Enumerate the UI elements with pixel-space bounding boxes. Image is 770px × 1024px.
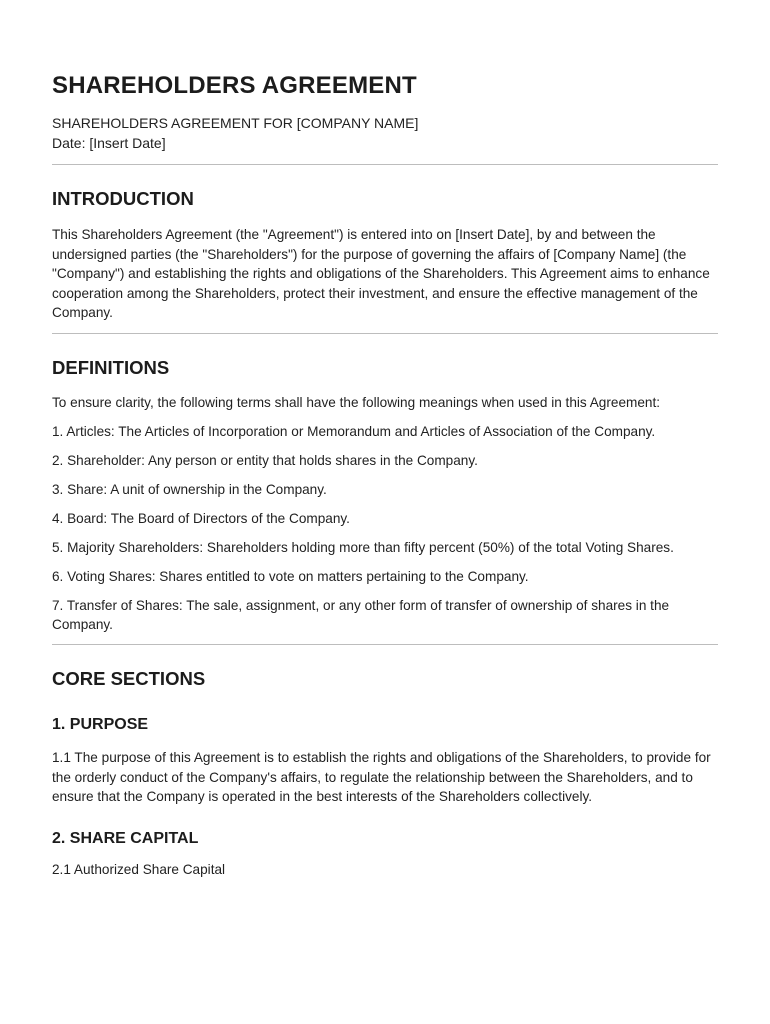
divider <box>52 333 718 334</box>
introduction-paragraph: This Shareholders Agreement (the "Agreement") is entered into on [Insert Date], by and between the undersigned parties (the "Shareholders") for the purpose of governing the affairs of [Company Name] (the "Company") and establishing the rights and obligations of the Shareholders. This Agreement aims to enhance cooperation among the Shareholders, protect their investment, and ensure the effective management of the Company. <box>52 227 710 320</box>
definition-item: 5. Majority Shareholders: Shareholders holding more than fifty percent (50%) of the total Voting Shares. <box>52 539 674 555</box>
definitions-list <box>52 422 718 635</box>
subtitle-company-line: SHAREHOLDERS AGREEMENT FOR [COMPANY NAME] <box>52 115 419 131</box>
definitions-intro: To ensure clarity, the following terms shall have the following meanings when used in this Agreement: <box>52 394 661 410</box>
share-capital-heading: 2. SHARE CAPITAL <box>52 829 199 847</box>
purpose-paragraph: 1.1 The purpose of this Agreement is to establish the rights and obligations of the Shareholders, to provide for the orderly conduct of the Company's affairs, to regulate the relationship between the Shareholders, and to ensure that the Company is operated in the best interests of the Shareholders collectively. <box>52 750 711 804</box>
document-title: SHAREHOLDERS AGREEMENT <box>52 72 417 99</box>
divider <box>52 644 718 645</box>
definition-item: 2. Shareholder: Any person or entity that holds shares in the Company. <box>52 452 478 468</box>
definition-item: 7. Transfer of Shares: The sale, assignment, or any other form of transfer of ownership of shares in the Company. <box>52 597 670 632</box>
share-capital-paragraph: 2.1 Authorized Share Capital <box>52 861 226 877</box>
divider <box>52 164 718 165</box>
document-subtitle <box>52 113 718 153</box>
definition-item: 1. Articles: The Articles of Incorporation or Memorandum and Articles of Association of the Company. <box>52 423 656 439</box>
core-sections-heading: CORE SECTIONS <box>52 668 206 689</box>
definition-item: 3. Share: A unit of ownership in the Company. <box>52 481 327 497</box>
subtitle-date-line: Date: [Insert Date] <box>52 135 166 151</box>
definition-item: 4. Board: The Board of Directors of the Company. <box>52 510 350 526</box>
introduction-heading: INTRODUCTION <box>52 188 194 209</box>
definition-item: 6. Voting Shares: Shares entitled to vote on matters pertaining to the Company. <box>52 568 529 584</box>
purpose-heading: 1. PURPOSE <box>52 716 149 733</box>
definitions-heading: DEFINITIONS <box>52 356 170 378</box>
